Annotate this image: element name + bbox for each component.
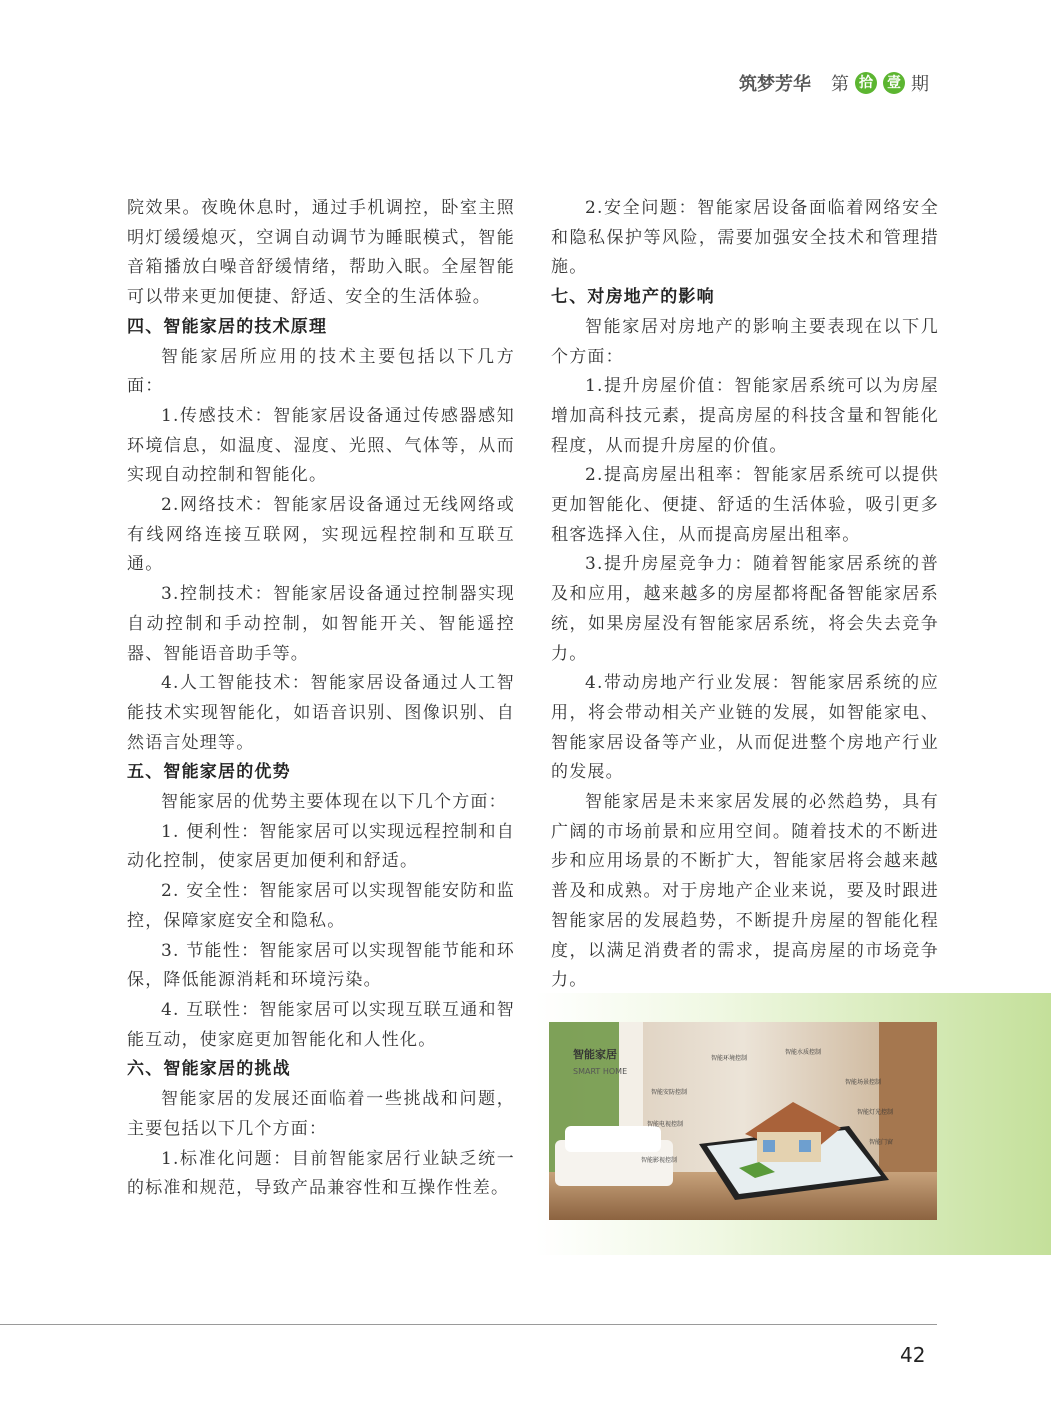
smart-home-illustration bbox=[549, 1022, 937, 1220]
list-item: 1. 便利性：智能家居可以实现远程控制和自动化控制，使家居更加便利和舒适。 bbox=[127, 821, 515, 872]
paragraph: 智能家居的优势主要体现在以下几个方面： bbox=[161, 792, 507, 813]
illustration-label: 智能场景控制 bbox=[845, 1079, 882, 1086]
list-item: 2.网络技术：智能家居设备通过无线网络或有线网络连接互联网，实现远程控制和互联互通。 bbox=[127, 495, 515, 575]
section-heading-6: 六、智能家居的挑战 bbox=[127, 1059, 291, 1080]
paragraph: 智能家居的发展还面临着一些挑战和问题，主要包括以下几个方面： bbox=[127, 1089, 515, 1139]
paragraph: 智能家居是未来家居发展的必然趋势，具有广阔的市场前景和应用空间。随着技术的不断进步和应用场景的不断扩大，智能家居将会越来越普及和成熟。对于房地产企业来说，要及时跟进智能家居的发展趋势，不断提升房屋的智能化程度，以满足消费者的需求，提高房屋的市场竞争力。 bbox=[551, 792, 939, 991]
sofa-back bbox=[565, 1126, 661, 1152]
illustration-title-cn: 智能家居 bbox=[573, 1048, 617, 1061]
issue-number-badge-2: 壹 bbox=[883, 72, 905, 94]
list-item: 4.带动房地产行业发展：智能家居系统的应用，将会带动相关产业链的发展，如智能家电、智能家居设备等产业，从而促进整个房地产行业的发展。 bbox=[551, 673, 939, 783]
list-item: 1.提升房屋价值：智能家居系统可以为房屋增加高科技元素，提高房屋的科技含量和智能化程度，从而提升房屋的价值。 bbox=[551, 376, 939, 456]
section-heading-4: 四、智能家居的技术原理 bbox=[127, 316, 328, 337]
list-item: 1.标准化问题：目前智能家居行业缺乏统一的标准和规范，导致产品兼容性和互操作性差。 bbox=[127, 1148, 515, 1199]
illustration-canvas bbox=[549, 1022, 937, 1220]
section-heading-7: 七、对房地产的影响 bbox=[551, 287, 715, 308]
list-item: 1.传感技术：智能家居设备通过传感器感知环境信息，如温度、湿度、光照、气体等，从而实现自动控制和智能化。 bbox=[127, 405, 515, 486]
list-item: 3. 节能性：智能家居可以实现智能节能和环保，降低能源消耗和环境污染。 bbox=[127, 940, 515, 991]
issue-suffix: 期 bbox=[911, 74, 929, 95]
list-item: 2.安全问题：智能家居设备面临着网络安全和隐私保护等风险，需要加强安全技术和管理措施。 bbox=[551, 198, 939, 278]
section-heading-5: 五、智能家居的优势 bbox=[127, 762, 291, 783]
illustration-label: 智能门窗 bbox=[869, 1139, 894, 1146]
list-item: 2.提高房屋出租率：智能家居系统可以提供更加智能化、便捷、舒适的生活体验，吸引更多租客选择入住，从而提高房屋出租率。 bbox=[551, 465, 939, 545]
illustration-label: 智能电视控制 bbox=[647, 1121, 684, 1128]
issue-prefix: 第 bbox=[831, 74, 849, 95]
illustration-label: 智能水质控制 bbox=[785, 1049, 822, 1056]
illustration-title-en: SMART HOME bbox=[573, 1067, 628, 1076]
paragraph: 院效果。夜晚休息时，通过手机调控，卧室主照明灯缓缓熄灭，空调自动调节为睡眠模式，智能音箱播放白噪音舒缓情绪，帮助入眠。全屋智能可以带来更加便捷、舒适、安全的生活体验。 bbox=[127, 198, 515, 308]
list-item: 3.提升房屋竞争力：随着智能家居系统的普及和应用，越来越多的房屋都将配备智能家居系统，如果房屋没有智能家居系统，将会失去竞争力。 bbox=[551, 554, 939, 664]
page-number: 42 bbox=[900, 1343, 926, 1367]
illustration-label: 智能灯光控制 bbox=[857, 1109, 894, 1116]
house-window bbox=[763, 1140, 775, 1152]
illustration-label: 智能安防控制 bbox=[651, 1089, 688, 1096]
illustration-label: 智能环境控制 bbox=[711, 1055, 748, 1062]
list-item: 2. 安全性：智能家居可以实现智能安防和监控，保障家庭安全和隐私。 bbox=[127, 881, 515, 931]
paragraph: 智能家居所应用的技术主要包括以下几方面： bbox=[127, 346, 515, 397]
house-window bbox=[799, 1140, 811, 1152]
issue-number-badge-1: 拾 bbox=[855, 72, 877, 94]
illustration-label: 智能影视控制 bbox=[641, 1157, 678, 1164]
paragraph: 智能家居对房地产的影响主要表现在以下几个方面： bbox=[551, 316, 939, 367]
magazine-title: 筑梦芳华 bbox=[739, 74, 811, 95]
list-item: 3.控制技术：智能家居设备通过控制器实现自动控制和手动控制，如智能开关、智能遥控器、智能语音助手等。 bbox=[127, 584, 515, 664]
list-item: 4.人工智能技术：智能家居设备通过人工智能技术实现智能化，如语音识别、图像识别、自然语言处理等。 bbox=[127, 673, 515, 753]
footer-divider bbox=[0, 1324, 937, 1325]
list-item: 4. 互联性：智能家居可以实现互联互通和智能互动，使家庭更加智能化和人性化。 bbox=[127, 999, 515, 1050]
magazine-header bbox=[739, 70, 929, 96]
left-column bbox=[127, 194, 515, 1204]
right-column bbox=[551, 194, 939, 996]
